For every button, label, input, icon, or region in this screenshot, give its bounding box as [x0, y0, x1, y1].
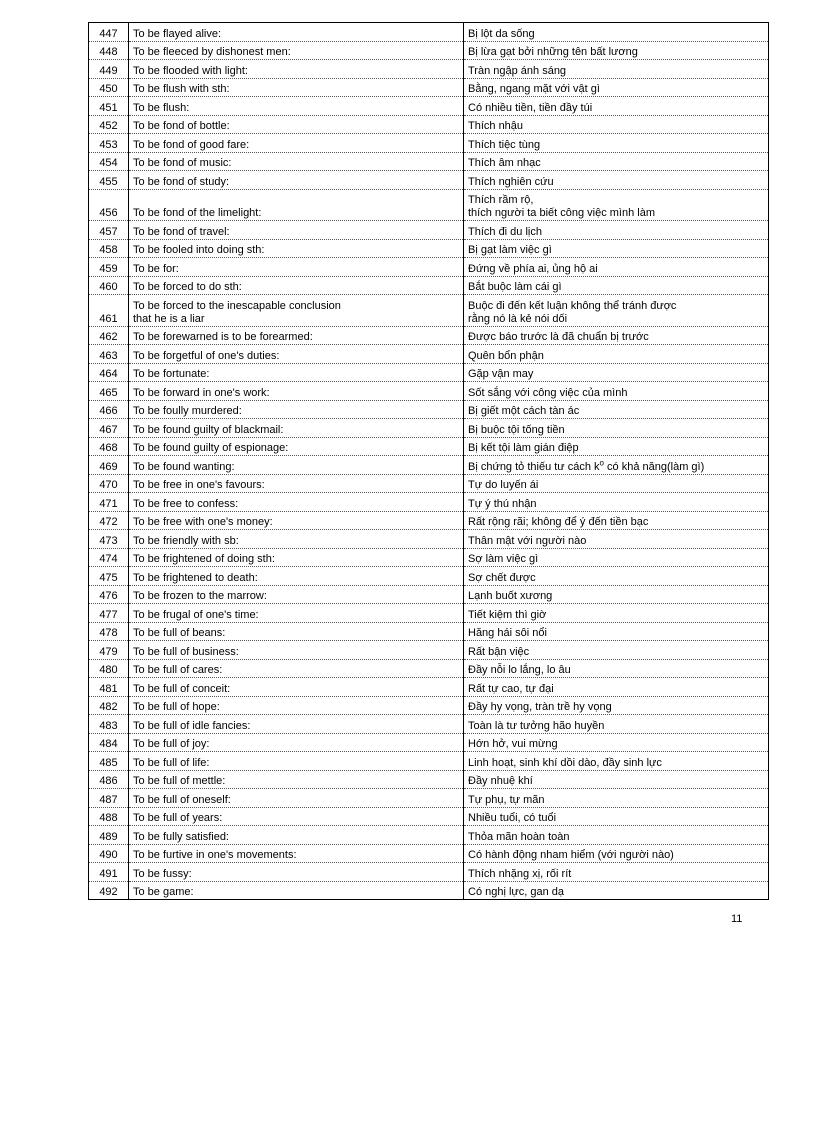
table-row [89, 604, 769, 623]
vietnamese-meaning: Thân mật với người nào [464, 530, 769, 549]
english-phrase: To be full of life: [129, 752, 464, 771]
english-phrase: To be forward in one's work: [129, 382, 464, 401]
english-phrase: To be fond of study: [129, 171, 464, 190]
vietnamese-meaning: Tự do luyến ái [464, 474, 769, 493]
table-row [89, 493, 769, 512]
vietnamese-meaning: Quên bổn phận [464, 345, 769, 364]
table-row [89, 78, 769, 97]
entry-number: 477 [89, 604, 129, 623]
table-row [89, 152, 769, 171]
english-phrase: To be full of business: [129, 641, 464, 660]
vietnamese-meaning [464, 189, 769, 221]
english-phrase: To be full of beans: [129, 622, 464, 641]
entry-number: 459 [89, 258, 129, 277]
english-phrase: To be full of joy: [129, 733, 464, 752]
vietnamese-meaning: Thích tiệc tùng [464, 134, 769, 153]
entry-number: 483 [89, 715, 129, 734]
entry-number: 476 [89, 585, 129, 604]
table-row [89, 239, 769, 258]
table-row [89, 221, 769, 240]
vietnamese-meaning: Đứng về phía ai, ủng hộ ai [464, 258, 769, 277]
table-row [89, 437, 769, 456]
vietnamese-meaning: Sốt sắng với công việc của mình [464, 382, 769, 401]
vietnamese-meaning: Rất tự cao, tự đại [464, 678, 769, 697]
entry-number: 480 [89, 659, 129, 678]
vietnamese-meaning: Lạnh buốt xương [464, 585, 769, 604]
entry-number: 468 [89, 437, 129, 456]
english-phrase: To be full of hope: [129, 696, 464, 715]
english-phrase: To be full of oneself: [129, 789, 464, 808]
entry-number: 478 [89, 622, 129, 641]
entry-number: 485 [89, 752, 129, 771]
vietnamese-meaning: Rất rộng rãi; không để ý đến tiền bạc [464, 511, 769, 530]
vietnamese-meaning: Thích nhặng xị, rối rít [464, 863, 769, 882]
vietnamese-meaning: Đầy nỗi lo lắng, lo âu [464, 659, 769, 678]
entry-number: 488 [89, 807, 129, 826]
english-phrase: To be fond of travel: [129, 221, 464, 240]
vietnamese-meaning: Bắt buộc làm cái gì [464, 276, 769, 295]
vietnamese-meaning: Thỏa mãn hoàn toàn [464, 826, 769, 845]
vietnamese-meaning: Bằng, ngang mặt với vật gì [464, 78, 769, 97]
table-row [89, 548, 769, 567]
vietnamese-meaning: Bị giết một cách tàn ác [464, 400, 769, 419]
vietnamese-meaning-part: có khả năng(làm gì) [603, 460, 705, 473]
english-phrase: To be found guilty of espionage: [129, 437, 464, 456]
table-row [89, 419, 769, 438]
table-row [89, 115, 769, 134]
english-phrase: To be frugal of one's time: [129, 604, 464, 623]
english-phrase: To be found wanting: [129, 456, 464, 475]
english-phrase: To be free with one's money: [129, 511, 464, 530]
vietnamese-meaning: Được báo trước là đã chuẩn bị trước [464, 326, 769, 345]
entry-number: 484 [89, 733, 129, 752]
table-row [89, 881, 769, 900]
entry-number: 447 [89, 23, 129, 42]
vietnamese-meaning: Gặp vận may [464, 363, 769, 382]
entry-number: 471 [89, 493, 129, 512]
vietnamese-meaning: Nhiều tuổi, có tuổi [464, 807, 769, 826]
entry-number: 452 [89, 115, 129, 134]
table-row [89, 641, 769, 660]
phrase-table [88, 22, 769, 900]
vietnamese-meaning: Thích đi du lịch [464, 221, 769, 240]
english-phrase-line: To be forced to the inescapable conclusion [133, 299, 341, 312]
entry-number: 482 [89, 696, 129, 715]
entry-number: 458 [89, 239, 129, 258]
entry-number: 491 [89, 863, 129, 882]
vietnamese-meaning: Có hành động nham hiểm (với người nào) [464, 844, 769, 863]
vietnamese-meaning-line: Thích rầm rộ, [468, 194, 534, 206]
english-phrase: To be flush: [129, 97, 464, 116]
english-phrase: To be friendly with sb: [129, 530, 464, 549]
english-phrase: To be fully satisfied: [129, 826, 464, 845]
vietnamese-meaning: Hớn hở, vui mừng [464, 733, 769, 752]
english-phrase: To be fussy: [129, 863, 464, 882]
table-row [89, 752, 769, 771]
table-row [89, 807, 769, 826]
superscript-o: o [599, 457, 604, 467]
english-phrase: To be frightened to death: [129, 567, 464, 586]
entry-number: 454 [89, 152, 129, 171]
entry-number: 492 [89, 881, 129, 900]
entry-number: 469 [89, 456, 129, 475]
entry-number: 463 [89, 345, 129, 364]
vietnamese-meaning: Bị lột da sống [464, 23, 769, 42]
english-phrase: To be found guilty of blackmail: [129, 419, 464, 438]
entry-number: 455 [89, 171, 129, 190]
vietnamese-meaning: Đầy hy vọng, tràn trề hy vọng [464, 696, 769, 715]
english-phrase: To be forewarned is to be forearmed: [129, 326, 464, 345]
entry-number: 479 [89, 641, 129, 660]
table-row [89, 474, 769, 493]
english-phrase: To be forced to do sth: [129, 276, 464, 295]
vietnamese-meaning: Bị buộc tội tống tiền [464, 419, 769, 438]
table-row [89, 326, 769, 345]
table-row [89, 23, 769, 42]
table-row [89, 258, 769, 277]
entry-number: 474 [89, 548, 129, 567]
vietnamese-meaning: Sợ chết được [464, 567, 769, 586]
entry-number: 448 [89, 41, 129, 60]
entry-number: 473 [89, 530, 129, 549]
entry-number: 462 [89, 326, 129, 345]
english-phrase: To be fond of bottle: [129, 115, 464, 134]
english-phrase-line: that he is a liar [133, 312, 205, 325]
entry-number: 461 [89, 295, 129, 327]
vietnamese-meaning: Thích nghiên cứu [464, 171, 769, 190]
entry-number: 466 [89, 400, 129, 419]
english-phrase: To be full of mettle: [129, 770, 464, 789]
table-row [89, 382, 769, 401]
vietnamese-meaning-line: rằng nó là kẻ nói dối [468, 312, 568, 325]
table-row [89, 826, 769, 845]
entry-number: 456 [89, 189, 129, 221]
english-phrase: To be full of idle fancies: [129, 715, 464, 734]
english-phrase: To be fortunate: [129, 363, 464, 382]
vietnamese-meaning: Sợ làm việc gì [464, 548, 769, 567]
vietnamese-meaning: Toàn là tư tưởng hão huyền [464, 715, 769, 734]
phrase-table-body [89, 23, 769, 900]
english-phrase: To be full of cares: [129, 659, 464, 678]
english-phrase: To be forgetful of one's duties: [129, 345, 464, 364]
vietnamese-meaning-line: thích người ta biết công việc mình làm [468, 207, 655, 219]
vietnamese-meaning: Tràn ngập ánh sáng [464, 60, 769, 79]
table-row [89, 295, 769, 327]
table-row [89, 171, 769, 190]
english-phrase: To be full of years: [129, 807, 464, 826]
table-row [89, 789, 769, 808]
entry-number: 490 [89, 844, 129, 863]
table-row [89, 863, 769, 882]
entry-number: 487 [89, 789, 129, 808]
table-row [89, 456, 769, 475]
entry-number: 489 [89, 826, 129, 845]
english-phrase: To be fond of music: [129, 152, 464, 171]
table-row [89, 97, 769, 116]
table-row [89, 363, 769, 382]
table-row [89, 60, 769, 79]
vietnamese-meaning: Linh hoạt, sinh khí dồi dào, đầy sinh lực [464, 752, 769, 771]
page-number: 11 [731, 913, 743, 925]
vietnamese-meaning: Bị gạt làm việc gì [464, 239, 769, 258]
english-phrase: To be foully murdered: [129, 400, 464, 419]
vietnamese-meaning [464, 456, 769, 475]
english-phrase: To be fond of good fare: [129, 134, 464, 153]
entry-number: 486 [89, 770, 129, 789]
vietnamese-meaning: Tự phụ, tự mãn [464, 789, 769, 808]
table-row [89, 659, 769, 678]
vietnamese-meaning: Thích âm nhạc [464, 152, 769, 171]
english-phrase: To be flayed alive: [129, 23, 464, 42]
entry-number: 475 [89, 567, 129, 586]
table-row [89, 844, 769, 863]
vietnamese-meaning: Bị lừa gạt bởi những tên bất lương [464, 41, 769, 60]
english-phrase: To be free to confess: [129, 493, 464, 512]
vietnamese-meaning: Tự ý thú nhận [464, 493, 769, 512]
table-row [89, 345, 769, 364]
table-row [89, 400, 769, 419]
entry-number: 457 [89, 221, 129, 240]
english-phrase: To be full of conceit: [129, 678, 464, 697]
entry-number: 481 [89, 678, 129, 697]
table-row [89, 622, 769, 641]
entry-number: 450 [89, 78, 129, 97]
vietnamese-meaning-line: Buộc đi đến kết luận không thể tránh được [468, 299, 677, 312]
entry-number: 472 [89, 511, 129, 530]
vietnamese-meaning: Thích nhậu [464, 115, 769, 134]
english-phrase: To be fleeced by dishonest men: [129, 41, 464, 60]
vietnamese-meaning: Đầy nhuệ khí [464, 770, 769, 789]
entry-number: 451 [89, 97, 129, 116]
table-row [89, 134, 769, 153]
vietnamese-meaning: Có nghị lực, gan dạ [464, 881, 769, 900]
english-phrase: To be fooled into doing sth: [129, 239, 464, 258]
table-row [89, 530, 769, 549]
entry-number: 465 [89, 382, 129, 401]
english-phrase: To be fond of the limelight: [129, 189, 464, 221]
vietnamese-meaning: Có nhiều tiền, tiền đầy túi [464, 97, 769, 116]
vietnamese-meaning: Rất bận việc [464, 641, 769, 660]
entry-number: 460 [89, 276, 129, 295]
vietnamese-meaning: Tiết kiệm thì giờ [464, 604, 769, 623]
table-row [89, 696, 769, 715]
vietnamese-meaning: Hăng hái sôi nổi [464, 622, 769, 641]
english-phrase: To be for: [129, 258, 464, 277]
entry-number: 464 [89, 363, 129, 382]
entry-number: 467 [89, 419, 129, 438]
english-phrase [129, 295, 464, 327]
entry-number: 470 [89, 474, 129, 493]
english-phrase: To be frightened of doing sth: [129, 548, 464, 567]
table-row [89, 715, 769, 734]
entry-number: 449 [89, 60, 129, 79]
english-phrase: To be game: [129, 881, 464, 900]
english-phrase: To be free in one's favours: [129, 474, 464, 493]
vietnamese-meaning: Bị kết tội làm gián điệp [464, 437, 769, 456]
vietnamese-meaning [464, 295, 769, 327]
table-row [89, 733, 769, 752]
table-row [89, 770, 769, 789]
table-row [89, 189, 769, 221]
entry-number: 453 [89, 134, 129, 153]
table-row [89, 567, 769, 586]
english-phrase: To be frozen to the marrow: [129, 585, 464, 604]
english-phrase: To be furtive in one's movements: [129, 844, 464, 863]
table-row [89, 276, 769, 295]
english-phrase: To be flush with sth: [129, 78, 464, 97]
vietnamese-meaning-part: Bị chứng tỏ thiếu tư cách k [468, 460, 600, 473]
english-phrase: To be flooded with light: [129, 60, 464, 79]
table-row [89, 585, 769, 604]
table-row [89, 511, 769, 530]
table-row [89, 678, 769, 697]
table-row [89, 41, 769, 60]
